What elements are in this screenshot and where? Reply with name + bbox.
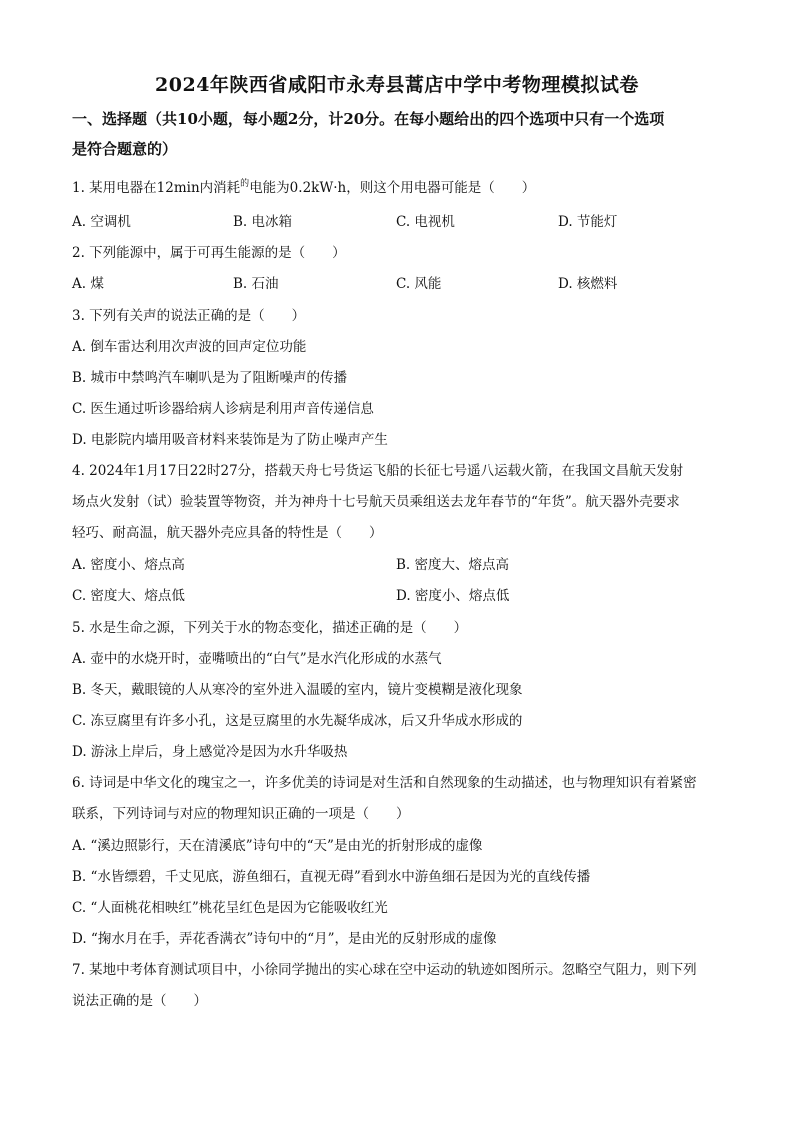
question-5-option-a: A. 壶中的水烧开时，壶嘴喷出的“白气”是水汽化形成的水蒸气 [72, 651, 442, 667]
question-1-option-d: D. 节能灯 [558, 214, 618, 230]
section-heading-line: 一、选择题（共10小题，每小题2分，计20分。在每小题给出的四个选项中只有一个选项 [72, 110, 665, 128]
question-6-option-b: B. “水皆缥碧，千丈见底，游鱼细石，直视无碍”看到水中游鱼细石是因为光的直线传播 [72, 869, 591, 885]
question-3-option-a: A. 倒车雷达利用次声波的回声定位功能 [72, 339, 307, 355]
question-6-option-c: C. “人面桃花相映红”桃花呈红色是因为它能吸收红光 [72, 900, 388, 916]
question-5-option-d: D. 游泳上岸后，身上感觉冷是因为水升华吸热 [72, 744, 348, 760]
question-3-option-b: B. 城市中禁鸣汽车喇叭是为了阻断噪声的传播 [72, 370, 348, 386]
stem-text: 1. 某用电器在12min内消耗 [72, 180, 241, 196]
question-3-option-c: C. 医生通过听诊器给病人诊病是利用声音传递信息 [72, 401, 374, 417]
question-3-stem: 3. 下列有关声的说法正确的是（ ） [72, 308, 306, 324]
section-heading-line: 是符合题意的） [72, 140, 178, 158]
question-2-option-c: C. 风能 [396, 276, 442, 292]
question-4-option-b: B. 密度大、熔点高 [396, 557, 510, 573]
question-4-stem: 4. 2024年1月17日22时27分，搭载天舟七号货运飞船的长征七号遥八运载火箭，在我国文昌航天发射 [72, 463, 684, 479]
question-6-stem: 6. 诗词是中华文化的瑰宝之一，许多优美的诗词是对生活和自然现象的生动描述，也与物理知识有着紧密 [72, 775, 697, 791]
question-4-stem: 轻巧、耐高温，航天器外壳应具备的特性是（ ） [72, 525, 383, 541]
question-2-stem: 2. 下列能源中，属于可再生能源的是（ ） [72, 245, 346, 261]
question-1-option-b: B. 电冰箱 [233, 214, 293, 230]
question-3-option-d: D. 电影院内墙用吸音材料来装饰是为了防止噪声产生 [72, 432, 388, 448]
question-5-option-c: C. 冻豆腐里有许多小孔，这是豆腐里的水先凝华成冰，后又升华成水形成的 [72, 713, 523, 729]
question-4-option-a: A. 密度小、熔点高 [72, 557, 185, 573]
stem-text: 的 [240, 179, 250, 189]
question-4-option-c: C. 密度大、熔点低 [72, 588, 185, 604]
question-2-option-b: B. 石油 [233, 276, 279, 292]
question-2-option-d: D. 核燃料 [558, 276, 618, 292]
section-heading [72, 104, 732, 164]
question-5-option-b: B. 冬天，戴眼镜的人从寒冷的室外进入温暖的室内，镜片变模糊是液化现象 [72, 682, 523, 698]
question-1-stem [72, 178, 535, 200]
question-1-option-a: A. 空调机 [72, 214, 131, 230]
question-6-option-a: A. “溪边照影行，天在清溪底”诗句中的“天”是由光的折射形成的虚像 [72, 838, 483, 854]
question-6-option-d: D. “掬水月在手，弄花香满衣”诗句中的“月”，是由光的反射形成的虚像 [72, 931, 497, 947]
stem-text: 电能为0.2kW·h，则这个用电器可能是（ ） [249, 180, 536, 196]
page-title: 2024年陕西省咸阳市永寿县蒿店中学中考物理模拟试卷 [155, 74, 639, 96]
question-6-stem: 联系，下列诗词与对应的物理知识正确的一项是（ ） [72, 806, 410, 822]
question-7-stem: 7. 某地中考体育测试项目中，小徐同学抛出的实心球在空中运动的轨迹如图所示。忽略空气阻力，则下列 [72, 962, 697, 978]
question-7-stem: 说法正确的是（ ） [72, 993, 207, 1009]
question-4-stem: 场点火发射（试）验装置等物资，并为神舟十七号航天员乘组送去龙年春节的“年货”。航天器外壳要求 [72, 494, 680, 510]
question-1-option-c: C. 电视机 [396, 214, 455, 230]
question-2-option-a: A. 煤 [72, 276, 104, 292]
question-5-stem: 5. 水是生命之源，下列关于水的物态变化，描述正确的是（ ） [72, 620, 468, 636]
question-4-option-d: D. 密度小、熔点低 [396, 588, 510, 604]
